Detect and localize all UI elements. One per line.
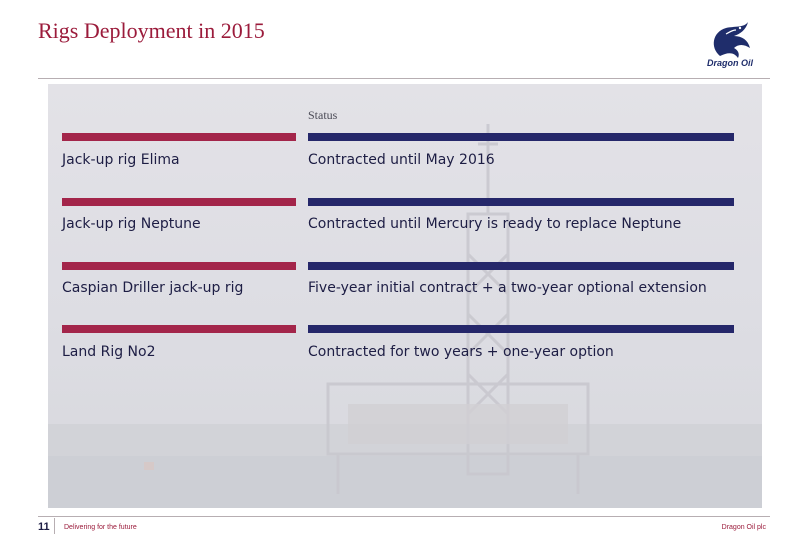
row-2-status-bar [308,198,734,206]
page-title: Rigs Deployment in 2015 [38,18,265,43]
row-4-status-bar [308,325,734,333]
oil-rig-background-image [48,84,762,508]
row-2-status: Contracted until Mercury is ready to replace Neptune [308,216,682,232]
row-3-rig: Caspian Driller jack-up rig [62,280,244,296]
footer-company: Dragon Oil plc [721,524,766,531]
row-4-rig-bar [62,325,296,333]
row-2-rig: Jack-up rig Neptune [62,216,201,232]
footer-tagline: Delivering for the future [64,524,137,531]
footer-divider [38,516,770,517]
row-1-status: Contracted until May 2016 [308,152,495,168]
page-number: 11 [38,521,50,533]
row-4-rig: Land Rig No2 [62,344,156,360]
dragon-icon [690,18,770,60]
logo-text: Dragon Oil [706,58,753,68]
row-1-status-bar [308,133,734,141]
status-column-header: Status [308,108,338,122]
background-panel [48,84,762,508]
row-3-status: Five-year initial contract + a two-year optional extension [308,280,707,296]
row-4-status: Contracted for two years + one-year option [308,344,614,360]
row-3-status-bar [308,262,734,270]
row-2-rig-bar [62,198,296,206]
row-3-rig-bar [62,262,296,270]
dragon-oil-logo [690,18,770,74]
footer-separator [54,518,55,534]
header-divider [38,78,770,79]
row-1-rig: Jack-up rig Elima [62,152,180,168]
row-1-rig-bar [62,133,296,141]
